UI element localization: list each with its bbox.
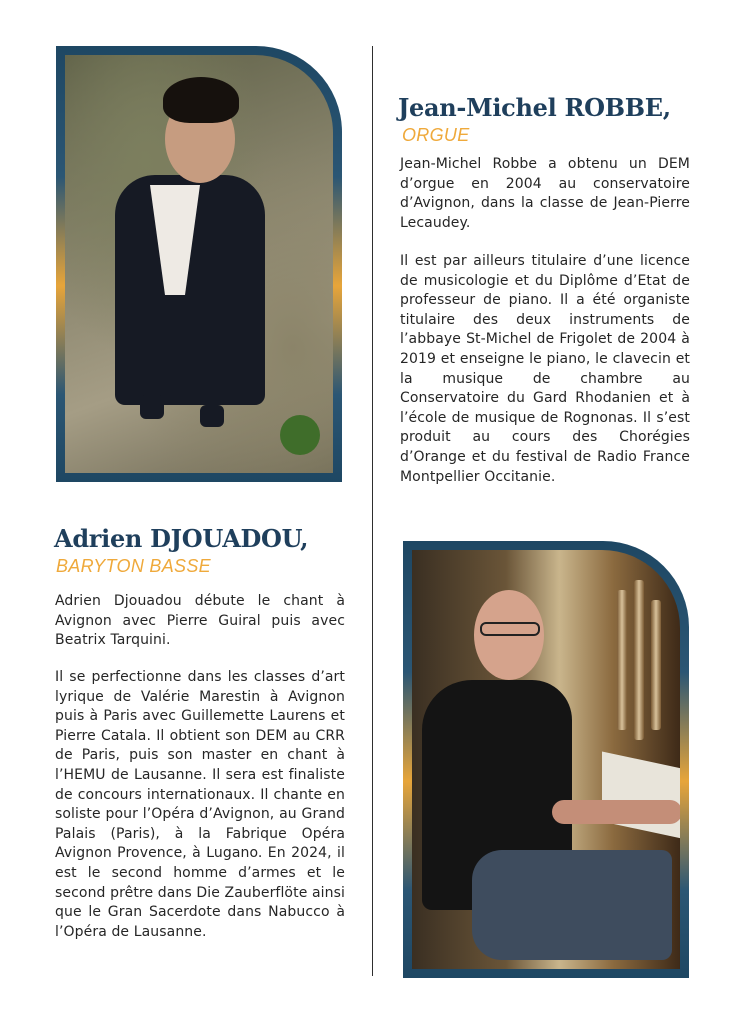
portrait-photo-adrien <box>65 55 333 473</box>
organ-pipe <box>617 590 627 730</box>
bio-role-jean-michel: ORGUE <box>402 125 470 145</box>
photo-frame-adrien <box>56 46 342 482</box>
figure-shoe <box>140 395 164 419</box>
figure-jeans <box>472 850 672 960</box>
figure-hair <box>163 77 239 123</box>
bio-paragraph: Il se perfectionne dans les classes d’art lyrique de Valérie Marestin à Avignon puis à Paris avec Guillemette Laurens et Pierre Catala. Il obtient son DEM au CRR de Paris, puis son master en chant à l’HEMU de Lausanne. Il sera est finaliste de concours internationaux. Il chante en soliste pour l’Opéra d’Avignon, au Grand Palais (Paris), à la Fabrique Opéra Avignon Provence, à Lugano. En 2024, il est le second homme d’armes et le second prêtre dans Die Zauberflöte ainsi que le Gran Sacerdote dans Nabucco à l’Opéra de Lausanne. <box>55 669 345 940</box>
glasses-icon <box>480 622 540 636</box>
bio-paragraph: Jean-Michel Robbe a obtenu un DEM d’orgue en 2004 au conservatoire d’Avignon, dans la classe de Jean-Pierre Lecaudey. <box>400 156 690 231</box>
column-divider <box>372 46 373 976</box>
figure-shoe <box>200 405 224 427</box>
plant-leaves <box>280 415 320 455</box>
bio-paragraph: Adrien Djouadou débute le chant à Avignon avec Pierre Guiral puis avec Beatrix Tarquini. <box>55 593 345 649</box>
bio-name-jean-michel: Jean-Michel ROBBE, <box>398 93 671 122</box>
bio-name-adrien: Adrien DJOUADOU, <box>54 524 309 553</box>
bio-paragraph: Il est par ailleurs titulaire d’une licence de musicologie et du Diplôme d’Etat de professeur de piano. Il a été organiste titulaire des deux instruments de l’abbaye St-Michel de Frigolet de 2004 à 2019 et enseigne le piano, le clavecin et la musique de chambre au Conservatoire du Gard Rhodanien et à l’école de musique de Rognonas. Il s’est produit au cours des Chorégies d’Orange et du festival de Radio France Montpellier Occitanie. <box>400 253 690 485</box>
organ-keyboard <box>602 751 680 838</box>
organ-pipe <box>634 580 644 740</box>
figure-arm <box>552 800 680 824</box>
portrait-photo-jean-michel <box>412 550 680 969</box>
bio-role-adrien: BARYTON BASSE <box>56 556 211 576</box>
organ-pipe <box>651 600 661 730</box>
photo-frame-jean-michel <box>403 541 689 978</box>
